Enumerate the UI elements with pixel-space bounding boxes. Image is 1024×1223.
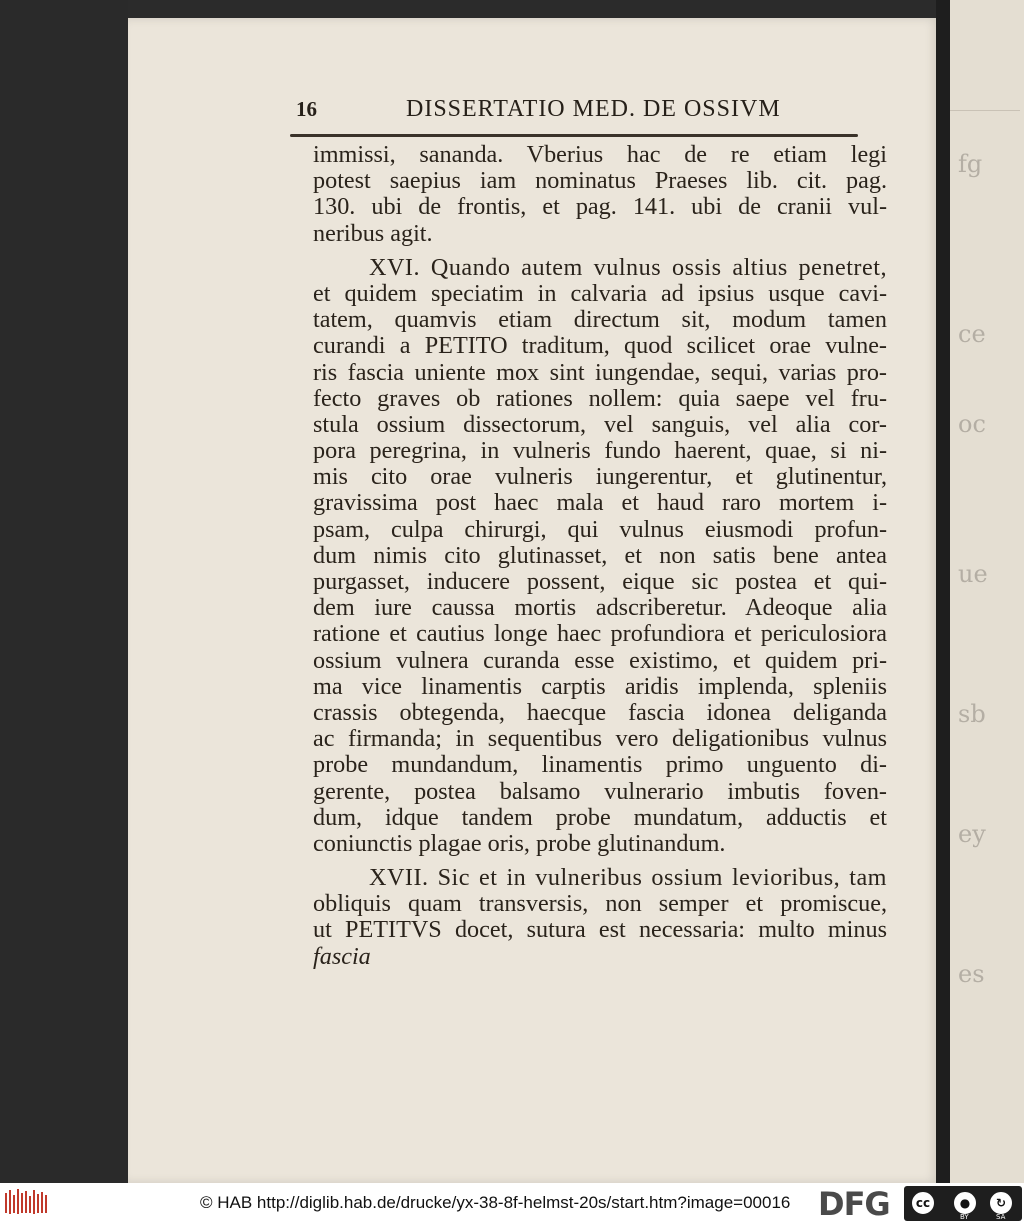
hab-logo-icon: [4, 1187, 48, 1217]
page-body-text: [313, 142, 887, 970]
by-person-icon: ●: [952, 1190, 978, 1216]
text-line: purgasset, inducere possent, eique sic postea et qui-: [313, 568, 887, 595]
header-rule: [290, 134, 858, 137]
copyright-link[interactable]: © HAB http://diglib.hab.de/drucke/yx-38-8f-helmst-20s/start.htm?image=00016: [200, 1193, 791, 1212]
text-line: neribus agit.: [313, 219, 433, 247]
text-line: mis cito orae vulneris iungerentur, et glutinentur,: [313, 463, 887, 491]
text-line: ac firmanda; in sequentibus vero deligationibus vulnus: [313, 725, 887, 753]
text-line: dem iure caussa mortis adscriberetur. Adeoque alia: [313, 594, 887, 622]
text-line: dum nimis cito glutinasset, et non satis bene antea: [313, 541, 887, 569]
scan-background-left: [0, 0, 128, 1183]
section-start-xvi: XVI. Quando autem vulnus ossis altius penetret,: [369, 253, 887, 281]
text-line: ratione et cautius longe haec profundiora et periculosiora: [313, 620, 887, 648]
text-line: coniunctis plagae oris, probe glutinandum.: [313, 829, 726, 857]
text-line: curandi a PETITO traditum, quod scilicet orae vulne-: [313, 332, 887, 360]
text-line: ris fascia uniente mox sint iungendae, sequi, varias pro-: [313, 358, 887, 386]
text-line: tatem, quamvis etiam directum sit, modum tamen: [313, 306, 887, 334]
text-line: fecto graves ob rationes nollem: quia saepe vel fru-: [313, 384, 887, 412]
facing-page-edge: fg ce oc ue sb ey es: [950, 0, 1024, 1183]
sa-label: SA: [996, 1213, 1006, 1221]
section-start-xvii: XVII. Sic et in vulneribus ossium levioribus, tam: [369, 864, 887, 892]
page-header: [296, 96, 856, 130]
text-line: pora peregrina, in vulneris fundo haerent, quae, si ni-: [313, 437, 887, 465]
text-line: dum, idque tandem probe mundatum, adductis et: [313, 803, 887, 831]
text-line: 130. ubi de frontis, et pag. 141. ubi de cranii vul-: [313, 193, 887, 221]
text-line: ma vice linamentis carptis aridis implenda, spleniis: [313, 672, 887, 700]
text-line: et quidem speciatim in calvaria ad ipsius usque cavi-: [313, 279, 887, 307]
text-line: probe mundandum, linamentis primo unguento di-: [313, 751, 887, 779]
text-line: psam, culpa chirurgi, qui vulnus eiusmodi profun-: [313, 515, 887, 543]
text-line: gravissima post haec mala et haud raro mortem i-: [313, 489, 887, 517]
text-line: ossium vulnera curanda esse existimo, et quidem pri-: [313, 646, 887, 674]
text-line: potest saepius iam nominatus Praeses lib. cit. pag.: [313, 167, 887, 195]
book-gutter: [936, 0, 950, 1183]
text-line: stula ossium dissectorum, vel sanguis, vel alia cor-: [313, 410, 887, 438]
text-line: ut PETITVS docet, sutura est necessaria: multo minus: [313, 916, 887, 944]
viewer-footer: [0, 1183, 1024, 1223]
by-label: BY: [960, 1213, 969, 1221]
cc-license-badge[interactable]: [904, 1186, 1022, 1221]
cc-icon: cc: [910, 1190, 936, 1216]
text-line: gerente, postea balsamo vulnerario imbutis foven-: [313, 777, 887, 805]
catchword: fascia: [313, 942, 371, 970]
dfg-logo: DFG: [818, 1185, 890, 1223]
text-line: immissi, sananda. Vberius hac de re etiam legi: [313, 141, 887, 168]
text-line: obliquis quam transversis, non semper et promiscue,: [313, 890, 887, 918]
page-number: 16: [296, 97, 317, 121]
running-head: DISSERTATIO MED. DE OSSIVM: [406, 96, 781, 122]
text-line: crassis obtegenda, haecque fascia idonea deliganda: [313, 698, 887, 726]
sa-share-alike-icon: ↻: [988, 1190, 1014, 1216]
